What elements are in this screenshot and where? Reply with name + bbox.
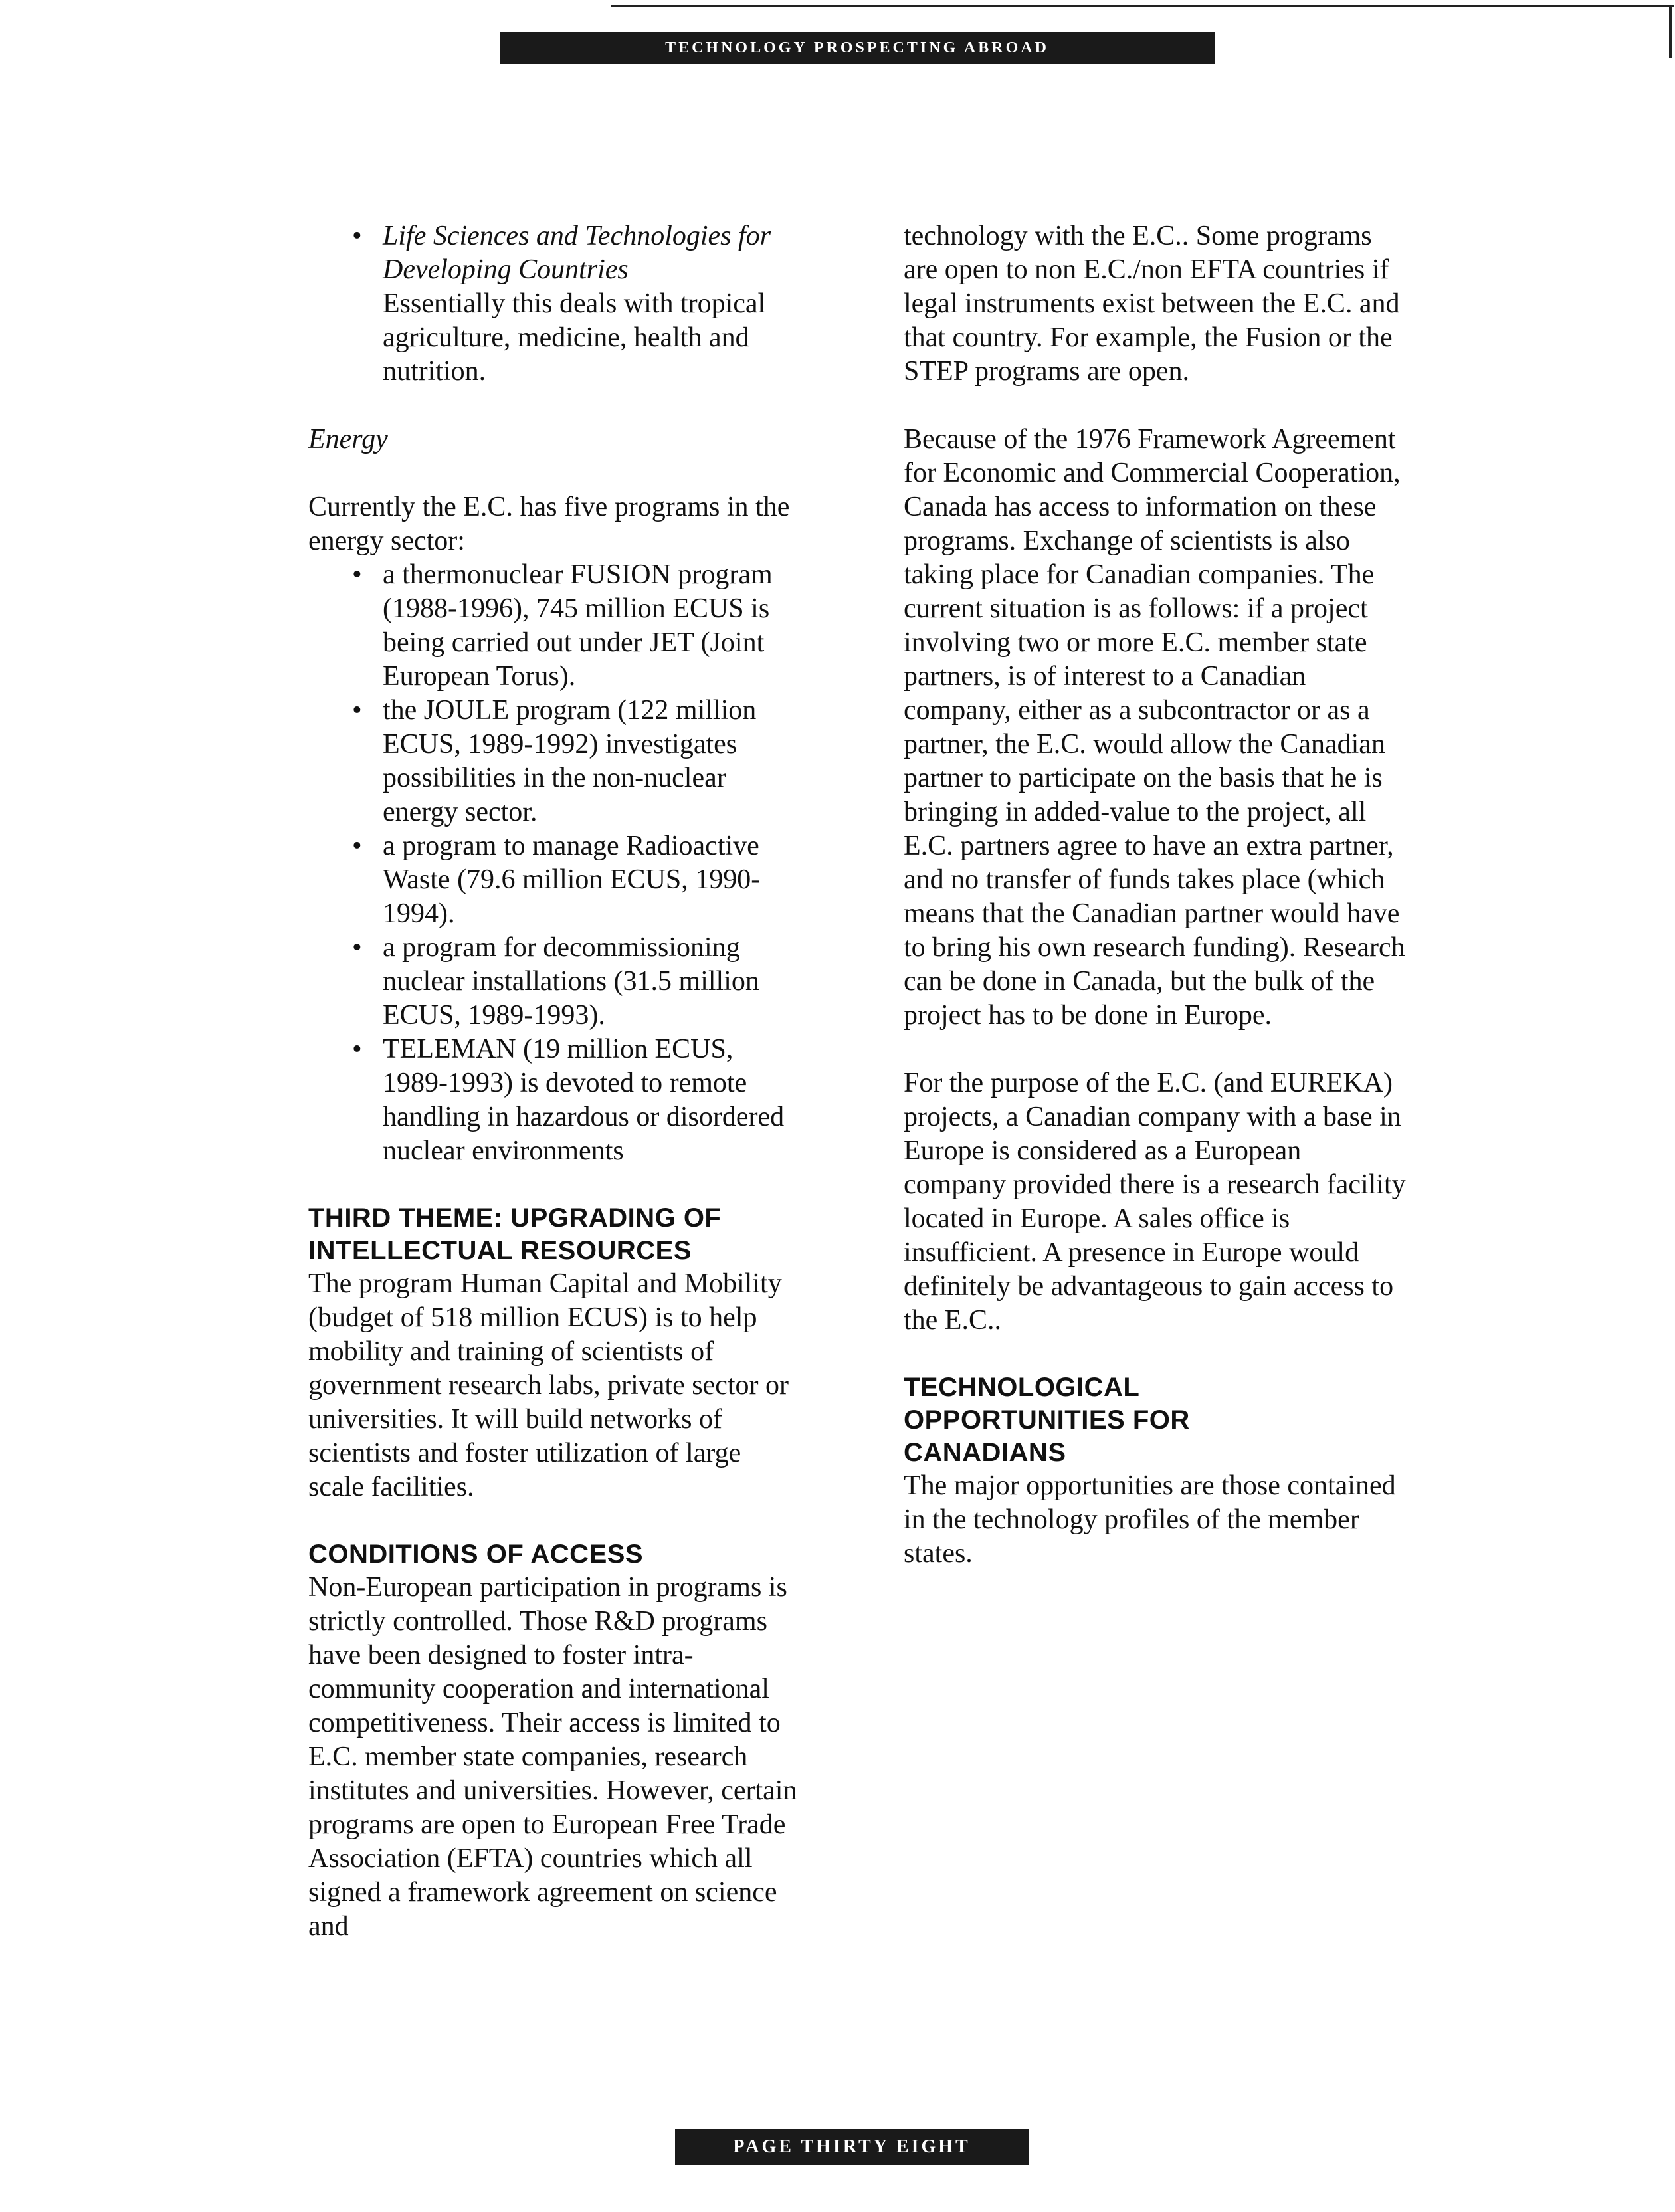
- framework-paragraph: Because of the 1976 Framework Agreement for Economic and Commercial Cooperation, Canada has access to information on these programs. Exchange of scientists is also taking place for Canadian companies. The current situation is as follows: if a project involving two or more E.C. member state partners, is of interest to a Canadian company, either as a subcontractor or as a partner, the E.C. would allow the Canadian partner to participate on the basis that he is bringing in added-value to the project, all E.C. partners agree to have an extra partner, and no transfer of funds takes place (which means that the Canadian partner would have to bring his own research funding). Research can be done in Canada, but the bulk of the project has to be done in Europe.: [904, 424, 1405, 1031]
- purpose-paragraph: For the purpose of the E.C. (and EUREKA) projects, a Canadian company with a base in Europe is considered as a European company provided there is a research facility located in Europe. A sales office is insufficient. A presence in Europe would definitely be advantageous to gain access to the E.C..: [904, 1068, 1406, 1336]
- life-sciences-title-line2: Developing Countries: [383, 254, 629, 285]
- energy-item-text: a program for decommissioning nuclear installations (31.5 million ECUS, 1989-1993).: [383, 932, 759, 1031]
- life-sciences-body: Essentially this deals with tropical agriculture, medicine, health and nutrition.: [383, 288, 766, 387]
- scan-border-right: [1669, 5, 1672, 58]
- opportunities-heading-line1: TECHNOLOGICAL: [904, 1373, 1140, 1402]
- energy-item: [308, 694, 800, 829]
- third-theme-heading-line2: INTELLECTUAL RESOURCES: [308, 1236, 692, 1265]
- right-column: [904, 219, 1409, 1571]
- third-theme-heading-line1: THIRD THEME: UPGRADING OF: [308, 1203, 722, 1233]
- energy-list: [308, 558, 800, 1168]
- running-header: TECHNOLOGY PROSPECTING ABROAD: [500, 32, 1215, 64]
- energy-item: [308, 558, 800, 694]
- energy-item-text: a program to manage Radioactive Waste (79.6 million ECUS, 1990-1994).: [383, 831, 761, 929]
- life-sciences-title-line1: Life Sciences and Technologies for: [383, 221, 771, 251]
- opportunities-heading-line3: CANADIANS: [904, 1438, 1066, 1467]
- energy-item: [308, 1033, 800, 1168]
- bullet-icon: •: [352, 559, 362, 590]
- energy-item-text: TELEMAN (19 million ECUS, 1989-1993) is devoted to remote handling in hazardous or disordered nuclear environments: [383, 1034, 785, 1166]
- scan-border-top: [611, 5, 1674, 7]
- energy-heading: Energy: [308, 424, 388, 454]
- bullet-icon: •: [352, 932, 362, 963]
- life-sciences-list: [308, 219, 800, 389]
- bullet-icon: •: [352, 221, 362, 251]
- life-sciences-item: [308, 219, 800, 389]
- bullet-icon: •: [352, 1034, 362, 1064]
- third-theme-body: The program Human Capital and Mobility (budget of 518 million ECUS) is to help mobility and training of scientists of government research labs, private sector or universities. It will build networks of scientists and foster utilization of large scale facilities.: [308, 1268, 789, 1502]
- third-theme-heading: [308, 1202, 800, 1267]
- continuation-paragraph: technology with the E.C.. Some programs are open to non E.C./non EFTA countries if legal instruments exist between the E.C. and that country. For example, the Fusion or the STEP programs are open.: [904, 221, 1400, 387]
- opportunities-body: The major opportunities are those contained in the technology profiles of the member states.: [904, 1470, 1396, 1569]
- energy-item: [308, 931, 800, 1033]
- bullet-icon: •: [352, 695, 362, 726]
- energy-item-text: the JOULE program (122 million ECUS, 1989-1992) investigates possibilities in the non-nuclear energy sector.: [383, 695, 757, 827]
- energy-item-text: a thermonuclear FUSION program (1988-1996), 745 million ECUS is being carried out under JET (Joint European Torus).: [383, 559, 773, 692]
- conditions-body: Non-European participation in programs is strictly controlled. Those R&D programs have been designed to foster intra-community cooperation and international competitiveness. Their access is limited to E.C. member state companies, research institutes and universities. However, certain programs are open to European Free Trade Association (EFTA) countries which all signed a framework agreement on science and: [308, 1572, 797, 1942]
- page-number-footer: PAGE THIRTY EIGHT: [675, 2129, 1029, 2165]
- energy-item: [308, 829, 800, 931]
- opportunities-heading: [904, 1371, 1409, 1469]
- left-column: [308, 219, 800, 1944]
- opportunities-heading-line2: OPPORTUNITIES FOR: [904, 1405, 1190, 1435]
- energy-intro: Currently the E.C. has five programs in the energy sector:: [308, 492, 790, 556]
- bullet-icon: •: [352, 831, 362, 861]
- conditions-heading: CONDITIONS OF ACCESS: [308, 1540, 644, 1569]
